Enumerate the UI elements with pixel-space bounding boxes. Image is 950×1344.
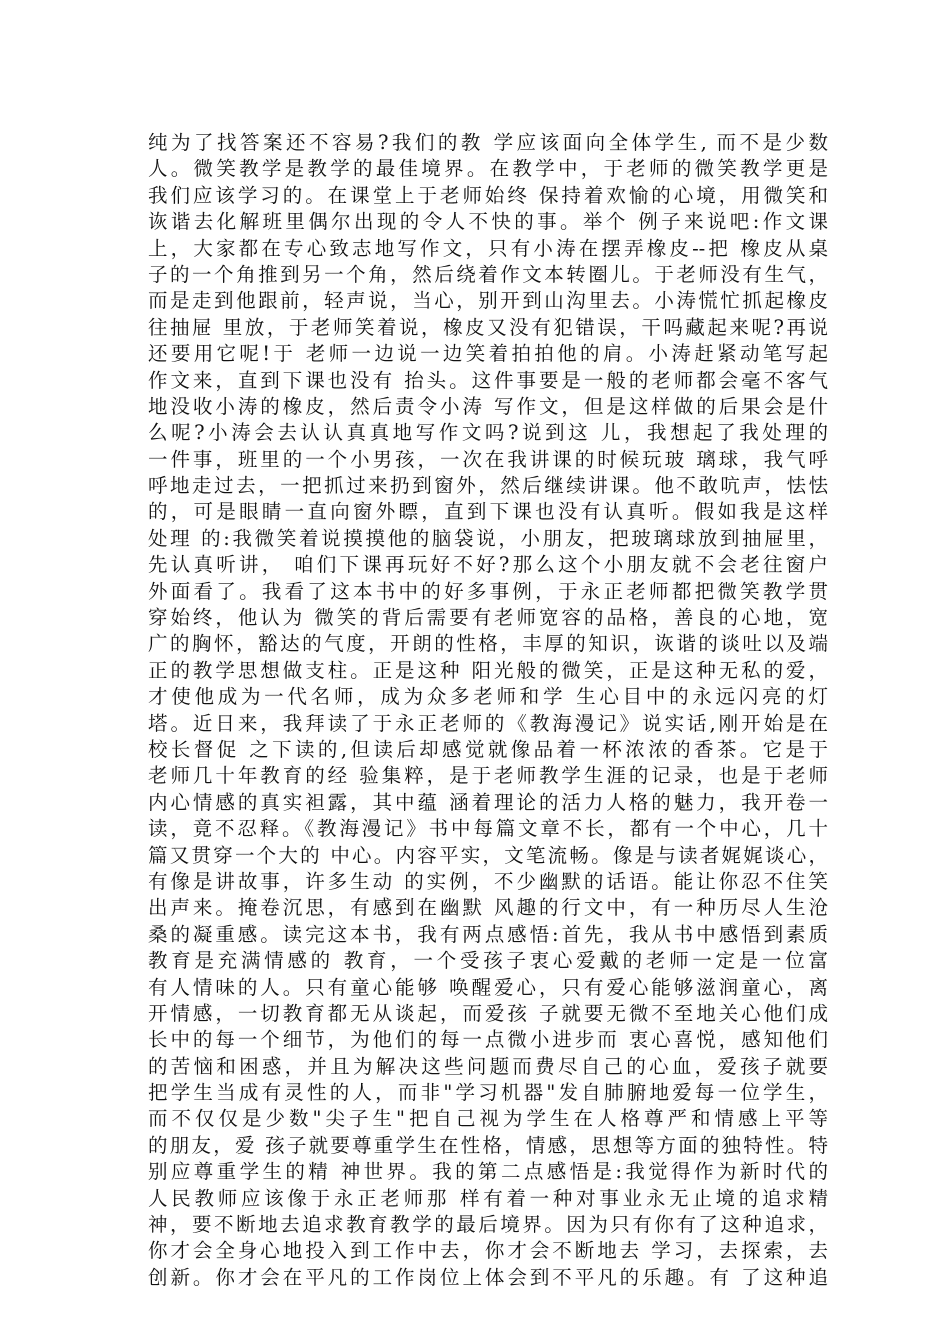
text-line: 作文来，直到下课也没有 抬头。这件事要是一般的老师都会毫不客气 — [148, 368, 828, 392]
text-line: 上，大家都在专心致志地写作文，只有小涛在摆弄橡皮--把 橡皮从桌 — [148, 236, 828, 260]
text-line: 才使他成为一代名师，成为众多老师和学 生心目中的永远闪亮的灯 — [148, 685, 828, 709]
text-line: 创新。你才会在平凡的工作岗位上体会到不平凡的乐趣。有 了这种追 — [148, 1265, 828, 1289]
text-line: 正的教学思想做支柱。正是这种 阳光般的微笑，正是这种无私的爱， — [148, 658, 828, 682]
text-line: 还要用它呢!于 老师一边说一边笑着拍拍他的肩。小涛赶紧动笔写起 — [148, 342, 828, 366]
text-line: 校长督促 之下读的,但读后却感觉就像品着一杯浓浓的香茶。它是于 — [148, 737, 828, 761]
text-line: 老师几十年教育的经 验集粹，是于老师教学生涯的记录，也是于老师 — [148, 764, 828, 788]
text-line: 别应尊重学生的精 神世界。我的第二点感悟是:我觉得作为新时代的 — [148, 1160, 828, 1184]
body-text — [148, 130, 828, 1291]
text-line: 有人情味的人。只有童心能够 唤醒爱心，只有爱心能够滋润童心，离 — [148, 975, 828, 999]
text-line: 桑的凝重感。读完这本书，我有两点感悟:首先，我从书中感悟到素质 — [148, 922, 828, 946]
text-line: 纯为了找答案还不容易?我们的教 学应该面向全体学生, 而不是少数 — [148, 131, 828, 154]
text-line: 开情感，一切教育都无从谈起，而爱孩 子就要无微不至地关心他们成 — [148, 1001, 828, 1025]
text-line: 的朋友，爱 孩子就要尊重学生在性格，情感，思想等方面的独特性。特 — [148, 1133, 828, 1157]
text-line: 塔。近日来，我拜读了于永正老师的《教海漫记》说实话,刚开始是在 — [148, 711, 828, 735]
text-line: 的苦恼和困惑，并且为解决这些问题而费尽自己的心血，爱孩子就要 — [148, 1054, 828, 1078]
text-line: 呼地走过去，一把抓过来扔到窗外，然后继续讲课。他不敢吭声，怯怯 — [148, 474, 828, 498]
text-line: 出声来。掩卷沉思，有感到在幽默 风趣的行文中，有一种历尽人生沧 — [148, 896, 828, 920]
text-line: 篇又贯穿一个大的 中心。内容平实，文笔流畅。像是与读者娓娓谈心， — [148, 843, 828, 867]
text-line: 神，要不断地去追求教育教学的最后境界。因为只有你有了这种追求， — [148, 1213, 828, 1237]
text-line: 穿始终，他认为 微笑的背后需要有老师宽容的品格，善良的心地，宽 — [148, 606, 828, 630]
text-line: 人民教师应该像于永正老师那 样有着一种对事业永无止境的追求精 — [148, 1186, 828, 1210]
text-line: 我们应该学习的。在课堂上于老师始终 保持着欢愉的心境，用微笑和 — [148, 183, 828, 207]
text-line: 长中的每一个细节，为他们的每一点微小进步而 衷心喜悦，感知他们 — [148, 1028, 828, 1052]
text-line: 而不仅仅是少数"尖子生"把自己视为学生在人格尊严和情感上平等 — [148, 1107, 828, 1131]
text-line: 有像是讲故事，许多生动 的实例，不少幽默的话语。能让你忍不住笑 — [148, 869, 828, 893]
text-line: 的，可是眼睛一直向窗外瞟，直到下课也没有认真听。假如我是这样 — [148, 500, 828, 524]
text-line: 外面看了。我看了这本书中的好多事例，于永正老师都把微笑教学贯 — [148, 579, 828, 603]
text-line: 往抽屉 里放，于老师笑着说，橡皮又没有犯错误，干吗藏起来呢?再说 — [148, 315, 828, 339]
text-line: 你才会全身心地投入到工作中去，你才会不断地去 学习，去探索，去 — [148, 1239, 828, 1263]
text-line: 读，竟不忍释。《教海漫记》书中每篇文章不长，都有一个中心，几十 — [148, 817, 828, 841]
text-line: 教育是充满情感的 教育，一个受孩子衷心爱戴的老师一定是一位富 — [148, 949, 828, 973]
text-line: 把学生当成有灵性的人，而非"学习机器"发自肺腑地爱每一位学生， — [148, 1081, 828, 1105]
text-line: 一件事，班里的一个小男孩，一次在我讲课的时候玩玻 璃球，我气呼 — [148, 447, 828, 471]
text-line: 先认真听讲， 咱们下课再玩好不好?那么这个小朋友就不会老往窗户 — [148, 553, 828, 577]
text-line: 么呢?小涛会去认认真真地写作文吗?说到这 儿，我想起了我处理的 — [148, 421, 828, 445]
text-line: 人。微笑教学是教学的最佳境界。在教学中，于老师的微笑教学更是 — [148, 157, 828, 181]
text-line: 广的胸怀，豁达的气度，开朗的性格，丰厚的知识，诙谐的谈吐以及端 — [148, 632, 828, 656]
text-line: 诙谐去化解班里偶尔出现的令人不快的事。举个 例子来说吧:作文课 — [148, 210, 828, 234]
text-line: 处理 的:我微笑着说摸摸他的脑袋说，小朋友，把玻璃球放到抽屉里， — [148, 526, 828, 550]
text-line: 内心情感的真实袒露，其中蕴 涵着理论的活力人格的魅力，我开卷一 — [148, 790, 828, 814]
text-line: 而是走到他跟前，轻声说，当心，别开到山沟里去。小涛慌忙抓起橡皮 — [148, 289, 828, 313]
text-line: 地没收小涛的橡皮，然后责令小涛 写作文，但是这样做的后果会是什 — [148, 394, 828, 418]
text-line: 子的一个角推到另一个角，然后绕着作文本转圈儿。于老师没有生气， — [148, 262, 828, 286]
